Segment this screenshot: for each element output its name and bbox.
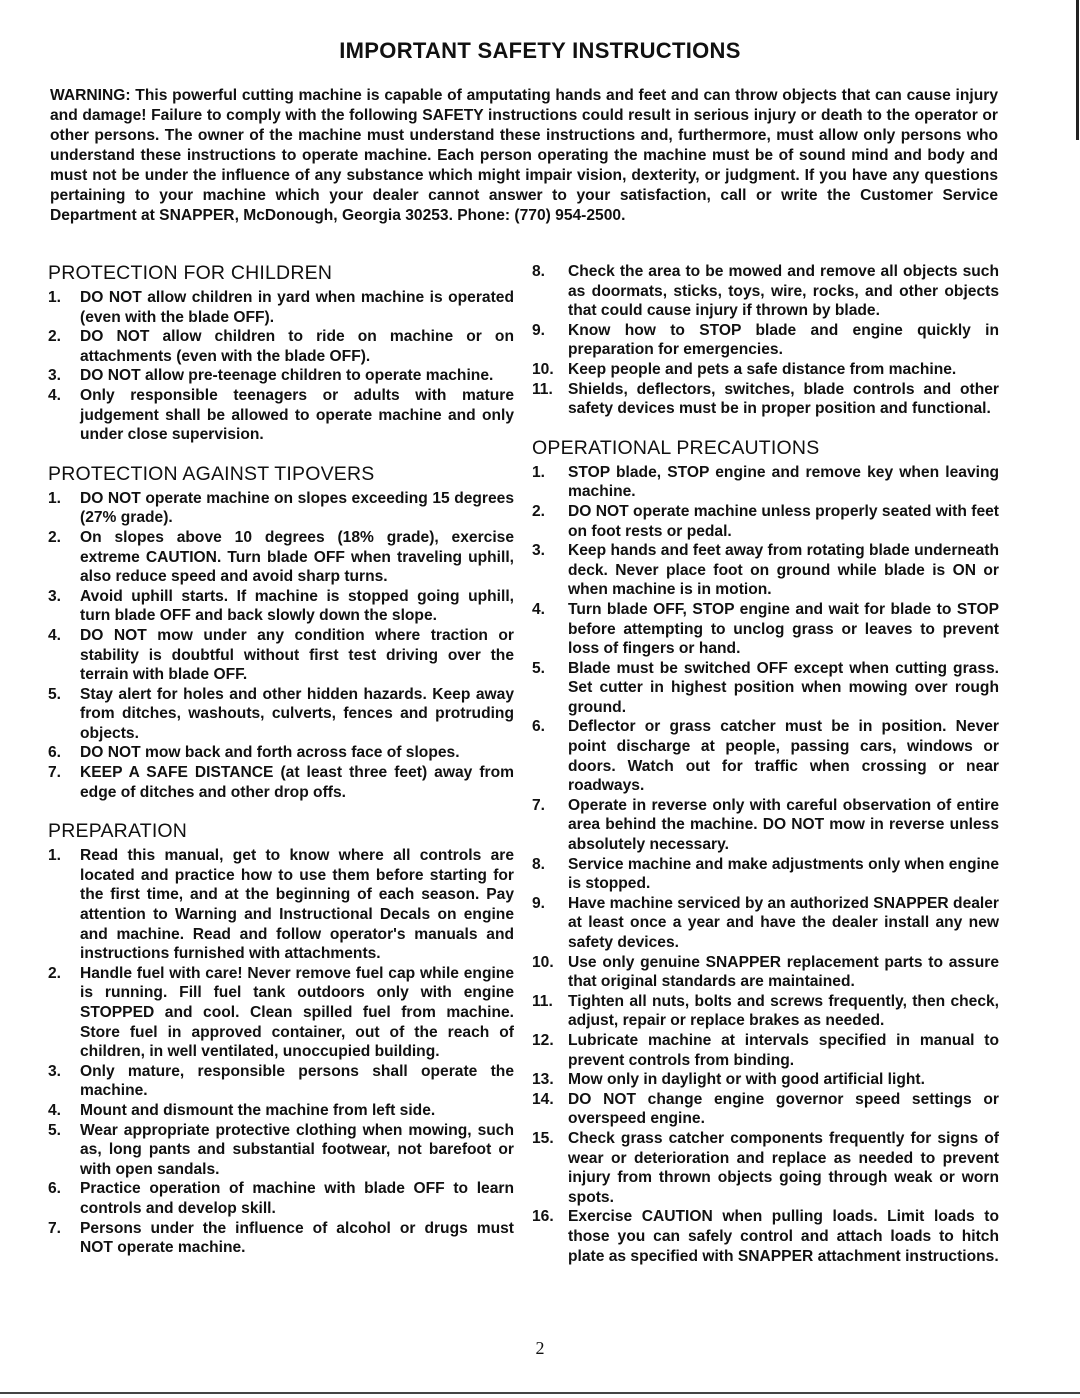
list-item-number: 6.: [48, 1180, 62, 1198]
list-item-number: 1.: [48, 847, 62, 865]
list-item-text: Keep hands and feet away from rotating blade underneath deck. Never place foot on ground while blade is ON or when machine is in motion.: [568, 542, 999, 599]
list-item-number: 2.: [48, 528, 62, 546]
preparation-continued-list: [532, 262, 999, 419]
list-item: [48, 1179, 514, 1218]
list-item-text: Know how to STOP blade and engine quickly in preparation for emergencies.: [568, 321, 999, 359]
list-item-number: 16.: [532, 1208, 554, 1226]
list-item-number: 2.: [532, 502, 546, 520]
list-item-text: STOP blade, STOP engine and remove key when leaving machine.: [568, 463, 999, 501]
list-item-text: Stay alert for holes and other hidden hazards. Keep away from ditches, washouts, culverts, fences and protruding objects.: [80, 685, 514, 742]
list-item-number: 1.: [48, 489, 62, 507]
list-item-number: 2.: [48, 964, 62, 982]
list-item-text: Persons under the influence of alcohol or drugs must NOT operate machine.: [80, 1219, 514, 1257]
list-item-text: Shields, deflectors, switches, blade controls and other safety devices must be in proper position and functional.: [568, 380, 999, 418]
list-item-text: Avoid uphill starts. If machine is stopped going uphill, turn blade OFF and back slowly down the slope.: [80, 587, 514, 625]
list-item: [48, 366, 514, 386]
list-item-number: 13.: [532, 1071, 554, 1089]
list-item-text: DO NOT allow children to ride on machine or on attachments (even with the blade OFF).: [80, 328, 514, 365]
list-item: [48, 1101, 514, 1121]
list-item-text: KEEP A SAFE DISTANCE (at least three feet) away from edge of ditches and other drop offs.: [80, 764, 514, 801]
list-item-text: Operate in reverse only with careful observation of entire area behind the machine. DO NOT mow in reverse unless absolutely necessary.: [568, 796, 999, 854]
list-item: [532, 600, 999, 659]
list-item-number: 3.: [48, 1062, 62, 1080]
operational-list: [532, 463, 999, 1266]
list-item-number: 11.: [532, 380, 553, 398]
section-heading-preparation: PREPARATION: [48, 820, 188, 843]
list-item-text: Wear appropriate protective clothing when mowing, such as, long pants and substantial footwear, not barefoot or with open sandals.: [80, 1121, 514, 1178]
page-title: IMPORTANT SAFETY INSTRUCTIONS: [339, 38, 741, 63]
list-item-number: 9.: [532, 321, 546, 339]
list-item: [532, 894, 999, 953]
list-item: [48, 386, 514, 445]
list-item-number: 9.: [532, 894, 546, 912]
list-item: [48, 763, 514, 802]
left-column: [48, 262, 514, 1276]
list-item-number: 8.: [532, 263, 546, 280]
list-item: [532, 717, 999, 795]
list-item-number: 5.: [532, 659, 546, 677]
list-item-text: Have machine serviced by an authorized SNAPPER dealer at least once a year and have the dealer install any new safety devices.: [568, 894, 999, 951]
list-item-text: Check grass catcher components frequently for signs of wear or deterioration and replace as needed to prevent injury from thrown objects going through weak or worn spots.: [568, 1129, 999, 1206]
list-item: [48, 743, 514, 763]
list-item: [532, 1207, 999, 1266]
list-item: [532, 1090, 999, 1129]
page-number: 2: [535, 1338, 545, 1358]
section-heading-children: PROTECTION FOR CHILDREN: [48, 262, 333, 284]
list-item-number: 4.: [48, 1101, 62, 1119]
list-item: [48, 1062, 514, 1101]
list-item: [532, 796, 999, 855]
list-item-text: DO NOT allow children in yard when machine is operated (even with the blade OFF).: [80, 289, 514, 326]
list-item-text: On slopes above 10 degrees (18% grade), exercise extreme CAUTION. Turn blade OFF when traveling uphill, also reduce speed and avoid sharp turns.: [80, 528, 514, 586]
list-item-text: Exercise CAUTION when pulling loads. Limit loads to those you can safely control and attach loads to hitch plate as specified with SNAPPER attachment instructions.: [568, 1208, 999, 1265]
list-item-text: DO NOT mow under any condition where traction or stability is doubtful without first test driving over the terrain with blade OFF.: [80, 626, 514, 684]
bottom-scan-edge: [0, 1392, 1080, 1394]
list-item-number: 12.: [532, 1031, 554, 1049]
list-item: [532, 1129, 999, 1207]
children-list: [48, 288, 514, 445]
list-item: [48, 1219, 514, 1258]
list-item-number: 10.: [532, 360, 554, 378]
warning-paragraph: WARNING: This powerful cutting machine is capable of amputating hands and feet and can throw objects that can cause injury and damage! Failure to comply with the following SAFETY instructions could result in serious injury or death to the operator or other persons. The owner of the machine must understand these instructions and, furthermore, must allow only persons who understand these instructions to operate machine. Each person operating the machine must be of sound mind and body and must not be under the influence of any substance which might impair vision, dexterity, or judgment. If you have any questions pertaining to your machine which your dealer cannot answer to your satisfaction, call or write the Customer Service Department at SNAPPER, McDonough, Georgia 30253. Phone: (770) 954-2500.: [50, 87, 998, 224]
list-item-text: DO NOT mow back and forth across face of slopes.: [80, 744, 460, 762]
list-item-number: 3.: [48, 367, 62, 385]
list-item-number: 4.: [48, 386, 62, 404]
preparation-list: [48, 846, 514, 1257]
list-item-number: 15.: [532, 1129, 554, 1147]
list-item-text: Turn blade OFF, STOP engine and wait for blade to STOP before attempting to unclog grass or leaves to prevent loss of fingers or hand.: [568, 600, 999, 658]
list-item: [48, 327, 514, 366]
list-item-number: 7.: [532, 796, 546, 814]
list-item-number: 8.: [532, 855, 546, 873]
section-heading-operational: OPERATIONAL PRECAUTIONS: [532, 436, 820, 459]
list-item-text: Blade must be switched OFF except when cutting grass. Set cutter in highest position when mowing over rough ground.: [568, 659, 999, 716]
list-item-number: 5.: [48, 1121, 62, 1139]
section-tipovers: [48, 463, 514, 803]
list-item-number: 6.: [532, 718, 546, 736]
list-item: [532, 992, 999, 1031]
list-item: [48, 489, 514, 528]
list-item: [532, 541, 999, 600]
list-item-text: Keep people and pets a safe distance from machine.: [568, 360, 957, 378]
list-item: [532, 855, 999, 894]
list-item: [532, 953, 999, 992]
list-item: [48, 626, 514, 685]
list-item: [532, 502, 999, 541]
list-item-text: Only mature, responsible persons shall operate the machine.: [80, 1062, 514, 1100]
list-item-number: 2.: [48, 328, 62, 346]
list-item-number: 10.: [532, 953, 554, 971]
list-item-text: DO NOT operate machine unless properly seated with feet on foot rests or pedal.: [568, 502, 999, 540]
list-item-text: Read this manual, get to know where all controls are located and practice how to use them before starting for the first time, and at the beginning of each season. Pay attention to Warning and Instructional Decals on engine and machine. Read and follow operator's manuals and instructions furnished with attachments.: [80, 847, 514, 963]
section-heading-tipovers: PROTECTION AGAINST TIPOVERS: [48, 462, 375, 485]
list-item-number: 4.: [532, 600, 546, 618]
list-item-number: 6.: [48, 744, 62, 762]
list-item-text: Check the area to be mowed and remove all objects such as doormats, sticks, toys, wire, rocks, and other objects that could cause injury if thrown by blade.: [568, 263, 999, 320]
list-item: [48, 288, 514, 327]
list-item: [532, 463, 999, 502]
list-item: [48, 528, 514, 587]
list-item-text: Service machine and make adjustments only when engine is stopped.: [568, 855, 999, 893]
list-item-text: DO NOT operate machine on slopes exceeding 15 degrees (27% grade).: [80, 489, 514, 527]
list-item: [532, 321, 999, 360]
list-item-number: 7.: [48, 1219, 62, 1237]
list-item: [48, 1121, 514, 1180]
list-item-text: Use only genuine SNAPPER replacement parts to assure that original standards are maintained.: [568, 953, 999, 991]
list-item: [48, 964, 514, 1062]
list-item: [532, 262, 999, 321]
list-item-text: Deflector or grass catcher must be in position. Never point discharge at people, passing cars, windows or doors. Watch out for traffic when crossing or near roadways.: [568, 718, 999, 795]
list-item-text: Only responsible teenagers or adults with mature judgement shall be allowed to operate machine and only under close supervision.: [80, 386, 514, 444]
list-item: [48, 846, 514, 964]
list-item-text: Tighten all nuts, bolts and screws frequently, then check, adjust, repair or replace brakes as needed.: [568, 992, 999, 1030]
list-item-number: 1.: [48, 289, 62, 306]
list-item: [532, 659, 999, 718]
list-item: [532, 360, 999, 380]
list-item-number: 3.: [48, 587, 62, 605]
list-item-number: 1.: [532, 463, 546, 481]
list-item: [532, 380, 999, 419]
list-item-number: 3.: [532, 542, 546, 560]
list-item-text: Mount and dismount the machine from left side.: [80, 1101, 436, 1119]
list-item-text: Practice operation of machine with blade OFF to learn controls and develop skill.: [80, 1180, 514, 1217]
right-scan-edge: [1076, 0, 1079, 140]
list-item: [532, 1070, 999, 1090]
section-operational: [532, 437, 999, 1266]
list-item-text: Handle fuel with care! Never remove fuel cap while engine is running. Fill fuel tank outdoors only with engine STOPPED and cool. Clean spilled fuel from machine. Store fuel in approved container, out of the reach of children, in well ventilated, unoccupied building.: [80, 964, 514, 1061]
list-item: [532, 1031, 999, 1070]
list-item-text: Mow only in daylight or with good artificial light.: [568, 1071, 925, 1089]
section-children: [48, 262, 514, 445]
list-item-number: 5.: [48, 685, 62, 703]
section-preparation-continued: [532, 262, 999, 419]
list-item-number: 4.: [48, 626, 62, 644]
list-item-text: DO NOT allow pre-teenage children to operate machine.: [80, 367, 494, 385]
list-item: [48, 587, 514, 626]
list-item-text: DO NOT change engine governor speed settings or overspeed engine.: [568, 1090, 999, 1128]
list-item-number: 11.: [532, 992, 553, 1010]
list-item-text: Lubricate machine at intervals specified in manual to prevent controls from binding.: [568, 1031, 999, 1069]
section-preparation: [48, 820, 514, 1257]
list-item: [48, 685, 514, 744]
list-item-number: 7.: [48, 764, 62, 782]
right-column: [532, 262, 999, 1284]
list-item-number: 14.: [532, 1090, 554, 1108]
tipovers-list: [48, 489, 514, 803]
